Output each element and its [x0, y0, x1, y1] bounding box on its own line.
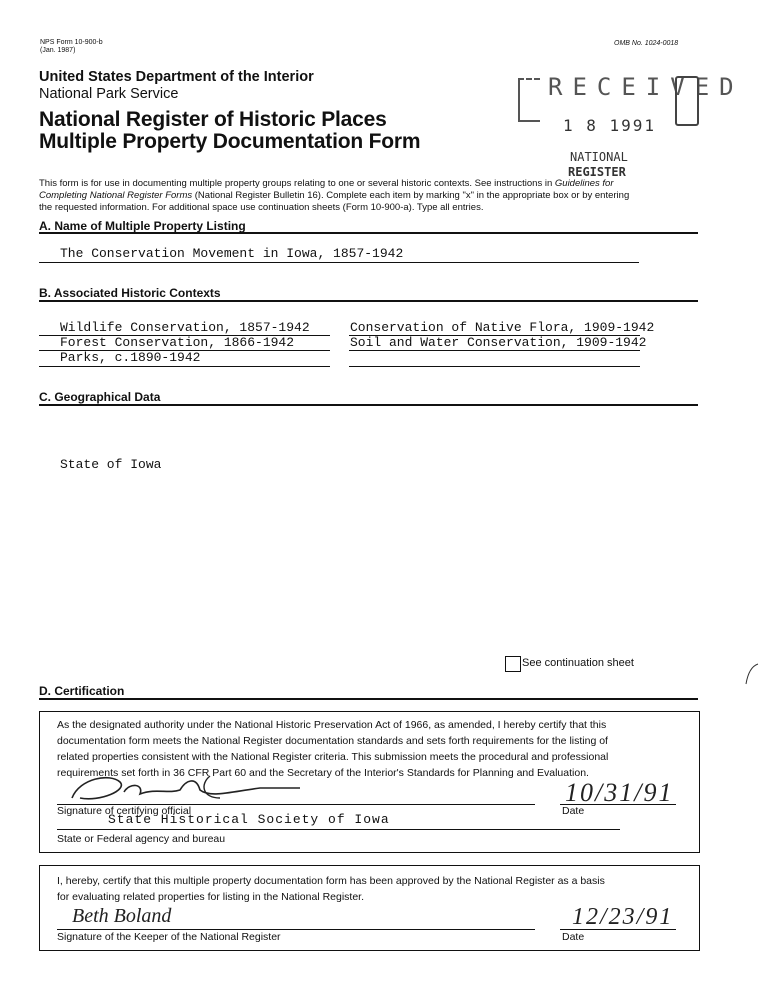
context-line-r3 [349, 366, 640, 367]
section-a-field-line [39, 262, 639, 263]
approval-text [57, 873, 697, 905]
section-a-rule [39, 232, 698, 234]
agency-label: State or Federal agency and bureau [57, 833, 226, 845]
agency-line [57, 829, 620, 830]
section-a-heading: A. Name of Multiple Property Listing [39, 219, 246, 233]
keeper-signature-handwritten: Beth Boland [72, 905, 172, 927]
section-c-rule [39, 404, 698, 406]
approval-line-1: I, hereby, certify that this multiple property documentation form has been approved by the National Register as a basis [57, 875, 605, 887]
stamp-bracket-left [518, 78, 540, 122]
instructions [39, 178, 739, 214]
context-line-l2 [39, 350, 330, 351]
cert-line-4: requirements set forth in 36 CFR Part 60 and the Secretary of the Interior's Standards for Planning and Evaluation. [57, 767, 589, 779]
date-label: Date [562, 805, 585, 817]
continuation-checkbox[interactable] [505, 656, 521, 672]
form-date: (Jan. 1987) [40, 47, 76, 54]
section-b-rule [39, 300, 698, 302]
form-number: NPS Form 10-900-b [40, 39, 103, 46]
context-line-r1 [349, 335, 640, 336]
signature-label: Signature of certifying official [57, 805, 192, 817]
continuation-label: See continuation sheet [522, 657, 634, 669]
instructions-line1b: Guidelines for [554, 178, 614, 189]
keeper-date-handwritten: 12/23/91 [572, 904, 674, 930]
section-c-heading: C. Geographical Data [39, 390, 161, 404]
service-name: National Park Service [39, 86, 179, 102]
keeper-signature-line [57, 929, 535, 930]
form-title-line1: National Register of Historic Places [39, 108, 387, 131]
margin-mark [744, 660, 760, 686]
agency-value: State Historical Society of Iowa [108, 812, 390, 827]
context-left-2: Forest Conservation, 1866-1942 [60, 335, 295, 350]
stamp-national: NATIONAL [570, 150, 628, 164]
instructions-line3: the requested information. For additional space use continuation sheets (Form 10-900-a). Type all entries. [39, 202, 484, 213]
section-d-rule [39, 698, 698, 700]
omb-number: OMB No. 1024-0018 [614, 40, 679, 47]
instructions-line1a: This form is for use in documenting multiple property groups relating to one or several historic contexts. See instructions in [39, 178, 555, 189]
keeper-date-label: Date [562, 931, 585, 943]
stamp-bracket-right [675, 76, 699, 126]
cert-line-3: related properties consistent with the National Register criteria. This submission meets the procedural and professional [57, 751, 609, 763]
geographical-data-value: State of Iowa [60, 457, 162, 472]
department-name: United States Department of the Interior [39, 69, 314, 85]
certification-date-handwritten: 10/31/91 [565, 778, 674, 807]
stamp-date: 1 8 1991 [563, 116, 657, 135]
instructions-line2b: (National Register Bulletin 16). Complete each item by marking "x" in the appropriate box or by entering [192, 190, 630, 201]
property-listing-name: The Conservation Movement in Iowa, 1857-1942 [60, 246, 404, 261]
keeper-signature-label: Signature of the Keeper of the National Register [57, 931, 281, 943]
context-left-1: Wildlife Conservation, 1857-1942 [60, 320, 310, 335]
keeper-date-line [560, 929, 676, 930]
stamp-received-text: RECEIVED [548, 73, 744, 101]
approval-line-2: for evaluating related properties for listing in the National Register. [57, 891, 365, 903]
context-right-1: Conservation of Native Flora, 1909-1942 [350, 320, 655, 335]
section-d-heading: D. Certification [39, 684, 125, 698]
form-title-line2: Multiple Property Documentation Form [39, 130, 421, 153]
context-right-2: Soil and Water Conservation, 1909-1942 [350, 335, 647, 350]
instructions-line2a: Completing National Register Forms [39, 190, 193, 201]
context-left-3: Parks, c.1890-1942 [60, 350, 201, 365]
cert-line-1: As the designated authority under the National Historic Preservation Act of 1966, as amended, I hereby certify that this [57, 719, 607, 731]
context-line-r2 [349, 350, 640, 351]
context-line-l3 [39, 366, 330, 367]
section-b-heading: B. Associated Historic Contexts [39, 286, 221, 300]
cert-line-2: documentation form meets the National Register documentation standards and sets forth requirements for the listing of [57, 735, 608, 747]
stamp-register: REGISTER [568, 165, 626, 179]
context-line-l1 [39, 335, 330, 336]
certifying-signature [60, 768, 360, 808]
